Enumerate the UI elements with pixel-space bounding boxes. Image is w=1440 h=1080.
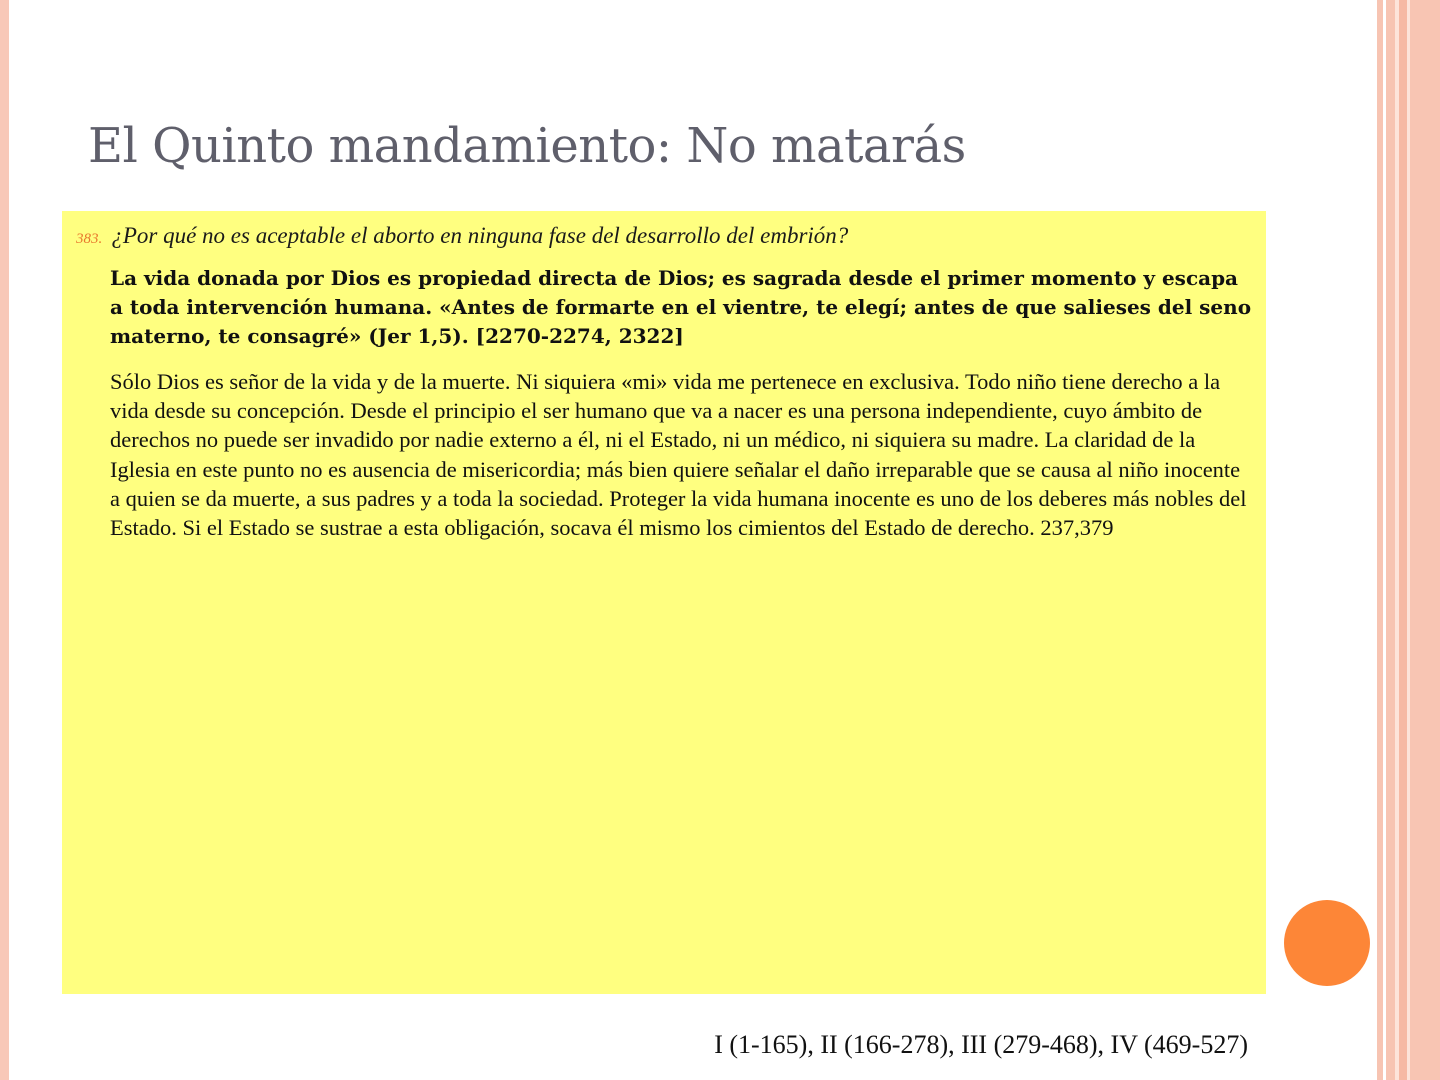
- right-decor-stripe: [1386, 0, 1395, 1080]
- right-decor-bars: [1377, 0, 1440, 1080]
- decorative-orange-circle: [1284, 900, 1370, 986]
- question-text: ¿Por qué no es aceptable el aborto en ninguna fase del desarrollo del embrión?: [111, 223, 849, 248]
- answer-summary: La vida donada por Dios es propiedad directa de Dios; es sagrada desde el primer momento y escapa a toda intervención humana. «Antes de formarte en el vientre, te elegí; antes de que salieses del seno materno, te consagré» (Jer 1,5). [2270-2274, 2322]: [110, 266, 1252, 348]
- left-decor-bar: [0, 0, 9, 1080]
- right-decor-stripe: [1377, 0, 1383, 1080]
- answer-explanation: Sólo Dios es señor de la vida y de la muerte. Ni siquiera «mi» vida me pertenece en exclusiva. Todo niño tiene derecho a la vida desde su concepción. Desde el principio el ser humano que va a nacer es una persona independiente, cuyo ámbito de derechos no puede ser invadido por nadie externo a él, ni el Estado, ni un médico, ni siquiera su madre. La claridad de la Iglesia en este punto no es ausencia de misericordia; más bien quiere señalar el daño irreparable que se causa al niño inocente a quien se da muerte, a sus padres y a toda la sociedad. Proteger la vida humana inocente es uno de los deberes más nobles del Estado. Si el Estado se sustrae a esta obligación, socava él mismo los cimientos del Estado de derecho. 237,379: [110, 369, 1247, 541]
- right-decor-stripe: [1399, 0, 1407, 1080]
- slide-title: El Quinto mandamiento: No matarás: [88, 118, 966, 174]
- question-row: [76, 223, 1256, 249]
- section-reference-footer: I (1-165), II (166-278), III (279-468), IV (469-527): [714, 1030, 1248, 1059]
- catechism-text-box: [62, 211, 1266, 994]
- right-decor-stripe: [1410, 0, 1440, 1080]
- question-number: 383.: [76, 231, 103, 247]
